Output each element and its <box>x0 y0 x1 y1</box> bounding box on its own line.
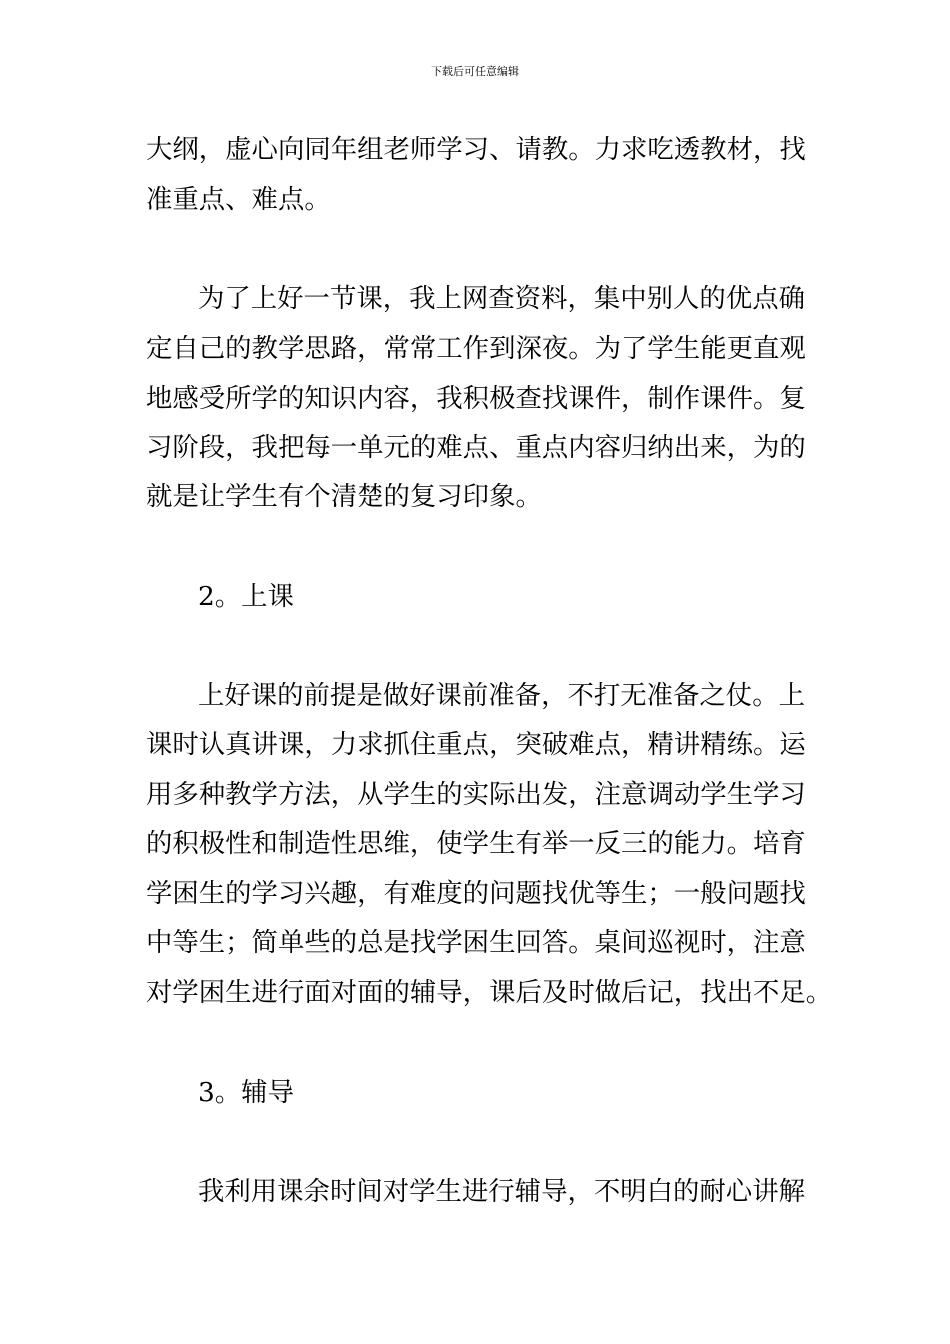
paragraph-text: 课时认真讲课，力求抓住重点，突破难点，精讲精练。运 <box>146 729 806 760</box>
paragraph-text: 中等生；简单些的总是找学困生回答。桌间巡视时，注意 <box>146 927 806 958</box>
paragraph-text: 定自己的教学思路，常常工作到深夜。为了学生能更直观 <box>146 333 806 364</box>
paragraph-text: 对学困生进行面对面的辅导，课后及时做后记，找出不足。 <box>146 977 833 1008</box>
paragraph-text: 就是让学生有个清楚的复习印象。 <box>146 481 542 512</box>
paragraph-text: 学困生的学习兴趣，有难度的问题找优等生；一般问题找 <box>146 878 806 909</box>
paragraph-text: 大纲，虚心向同年组老师学习、请教。力求吃透教材，找 <box>146 134 806 165</box>
page-header: 下载后可任意编辑 <box>431 65 519 78</box>
paragraph-text: 地感受所学的知识内容，我积极查找课件，制作课件。复 <box>146 383 806 414</box>
paragraph-text: 我利用课余时间对学生进行辅导，不明白的耐心讲解 <box>198 1176 805 1207</box>
paragraph-text: 的积极性和制造性思维，使学生有举一反三的能力。培育 <box>146 828 806 859</box>
paragraph-text: 用多种教学方法，从学生的实际出发，注意调动学生学习 <box>146 779 806 810</box>
paragraph-text: 为了上好一节课，我上网查资料，集中别人的优点确 <box>198 283 805 314</box>
section-heading-text: 3。辅导 <box>198 1077 294 1108</box>
paragraph-text: 习阶段，我把每一单元的难点、重点内容归纳出来，为的 <box>146 432 806 463</box>
section-heading-text: 2。上课 <box>198 581 294 612</box>
paragraph-text: 准重点、难点。 <box>146 184 331 215</box>
paragraph-text: 上好课的前提是做好课前准备，不打无准备之仗。上 <box>198 680 805 711</box>
